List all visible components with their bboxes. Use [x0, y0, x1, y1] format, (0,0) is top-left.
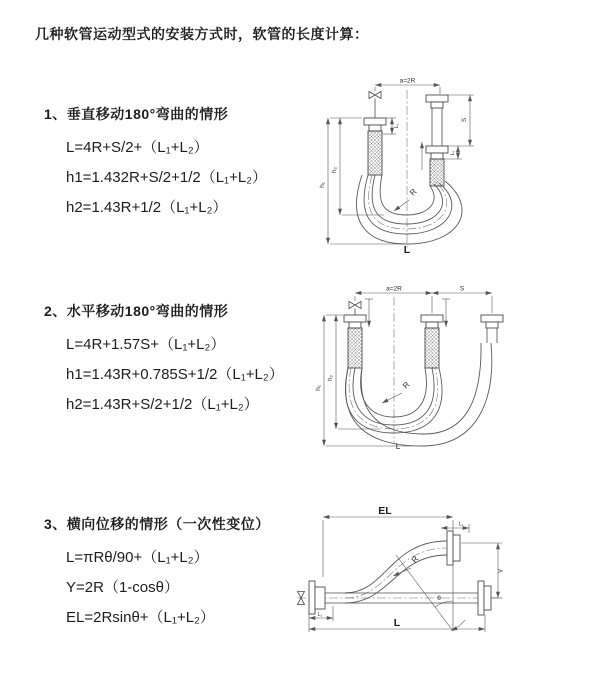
label-el: EL [378, 505, 392, 517]
upper-flange [447, 531, 460, 565]
middle-pipe-fitting [421, 315, 443, 368]
left-pipe-fitting [364, 118, 386, 175]
formula-h2: h2=1.43R+S/2+1/2（L₁+L₂） [66, 396, 259, 413]
valve-icon [349, 302, 361, 316]
label-l: L [395, 442, 401, 451]
hose-u-curves-displaced [346, 343, 492, 446]
section-2 [44, 301, 284, 426]
formula-h2: h2=1.43R+1/2（L₁+L₂） [66, 199, 228, 216]
radius-leader [382, 380, 412, 403]
formula-h1: h1=1.432R+S/2+1/2（L₁+L₂） [66, 169, 268, 186]
valve-icon [369, 92, 381, 119]
page-title: 几种软管运动型式的安装方式时，软管的长度计算： [35, 26, 369, 42]
label-s: S [461, 117, 468, 123]
label-h2: h₂ [331, 166, 338, 174]
label-l1-top: L₁ [458, 521, 464, 528]
label-r: R [401, 380, 412, 391]
label-r: R [408, 187, 419, 198]
diagram-2-drawing [310, 283, 550, 453]
right-pipe-fitting [481, 315, 503, 343]
formula-length: L=πRθ/90+（L₁+L₂） [66, 549, 209, 566]
diagram-lateral-displacement [293, 503, 593, 648]
formula-el: EL=2Rsinθ+（L₁+L₂） [66, 609, 215, 626]
label-l1-right: L₁ [450, 150, 456, 156]
section-1 [44, 104, 267, 229]
diagram-1-drawing [312, 70, 547, 255]
right-pipe-fitting [426, 95, 448, 186]
diagram-horizontal-180-bend [310, 283, 550, 453]
radius-leader [393, 554, 421, 576]
dimension-a-2r [375, 78, 440, 95]
formula-h1: h1=1.43R+0.785S+1/2（L₁+L₂） [66, 366, 284, 383]
label-a-2r: a=2R [399, 77, 416, 85]
formula-length: L=4R+1.57S+（L₁+L₂） [66, 336, 226, 353]
hose-u-curves-near [345, 368, 442, 433]
diagram-3-drawing [293, 503, 593, 648]
formula-y: Y=2R（1-cosθ） [66, 579, 179, 596]
label-l1-bottom: L₁ [317, 612, 323, 618]
section-3-heading: 3、横向位移的情形（一次性变位） [44, 516, 270, 532]
left-flange [309, 581, 325, 614]
label-h2: h₂ [327, 374, 334, 382]
dimension-s [432, 286, 492, 314]
hose-u-curves [356, 175, 462, 244]
section-2-formulas [44, 336, 284, 414]
s-curve-hose [345, 541, 447, 603]
section-1-heading: 1、垂直移动180°弯曲的情形 [44, 106, 229, 122]
label-l1-left: L₁ [394, 123, 400, 129]
label-l: L [393, 617, 401, 629]
label-theta: θ [437, 595, 441, 602]
label-y: Y [498, 568, 505, 574]
diagram-vertical-180-bend [312, 70, 547, 255]
left-pipe-fitting [344, 315, 366, 368]
label-h1: h₁ [319, 182, 326, 188]
label-a-2r: a=2R [386, 285, 402, 293]
section-1-formulas [44, 139, 267, 217]
dimension-l1-top [441, 522, 469, 534]
section-3 [44, 514, 270, 639]
formula-length: L=4R+S/2+（L₁+L₂） [66, 139, 209, 156]
label-r: R [409, 554, 421, 565]
label-l: L [403, 244, 411, 255]
radius-leader [394, 187, 419, 211]
dimension-el [323, 505, 453, 631]
dimension-l [309, 614, 485, 632]
label-h1: h₁ [315, 385, 322, 391]
section-3-formulas [44, 549, 270, 627]
label-s: S [459, 285, 465, 293]
dimension-s [448, 95, 474, 146]
section-2-heading: 2、水平移动180°弯曲的情形 [44, 303, 229, 319]
